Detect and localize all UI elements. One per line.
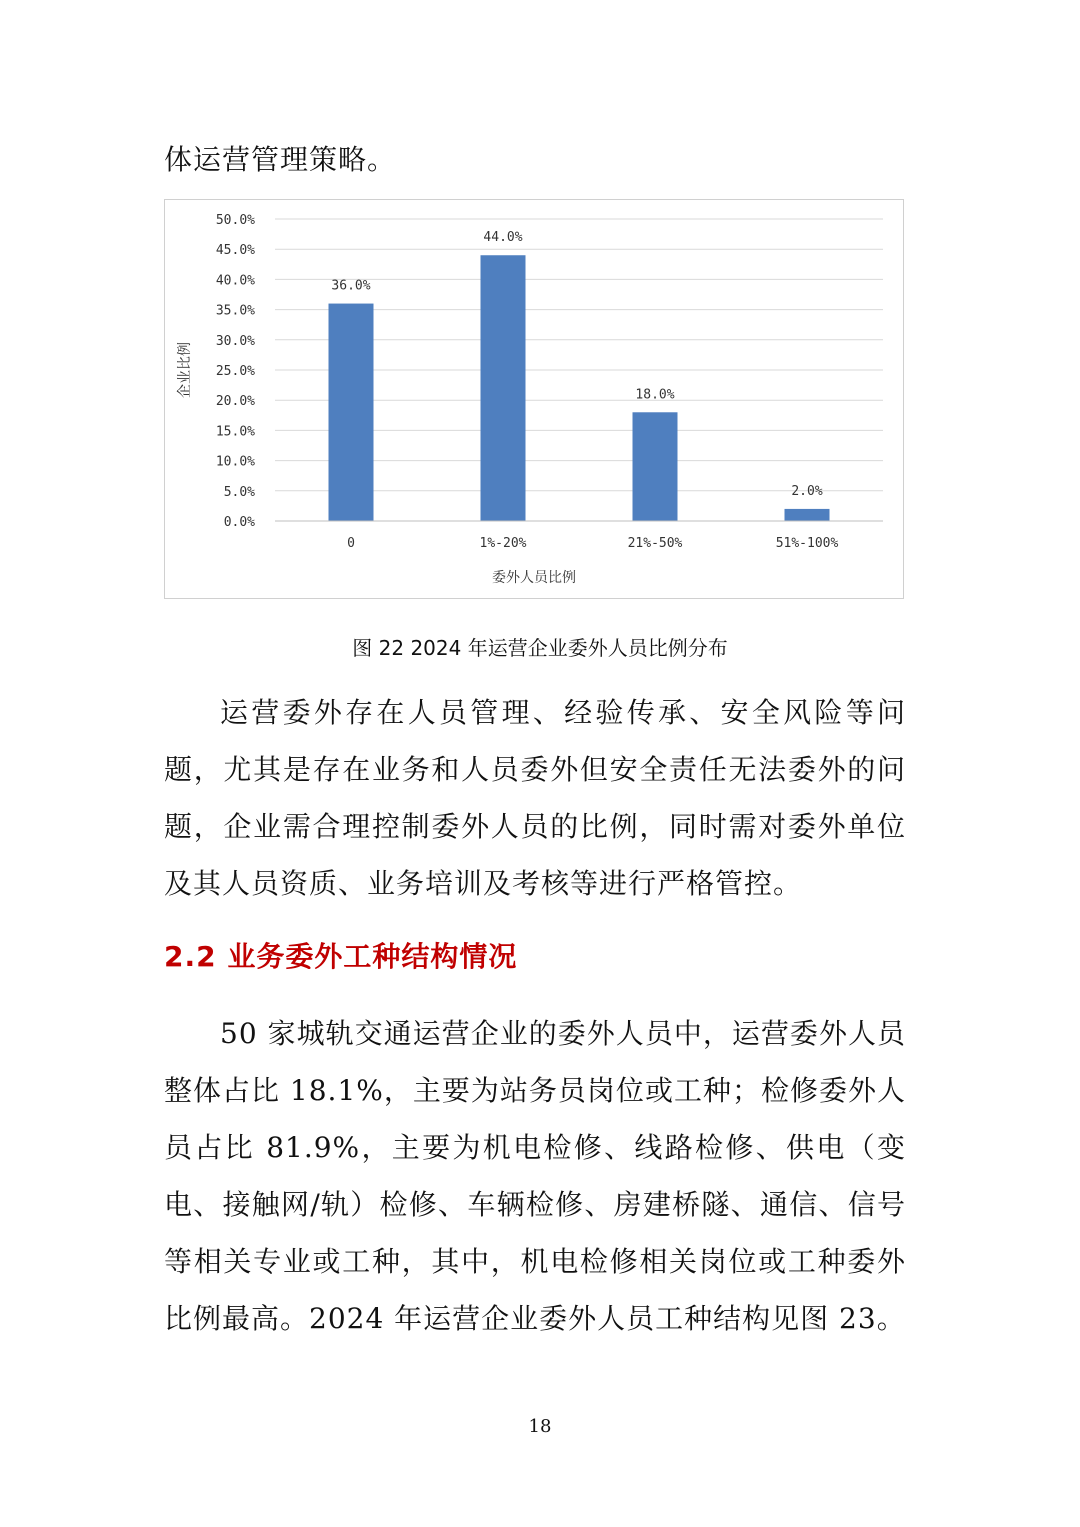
data-label: 18.0% — [635, 387, 675, 403]
bar — [329, 304, 374, 521]
x-tick-label: 1%-20% — [479, 536, 527, 551]
bar — [785, 509, 830, 521]
y-tick-label: 35.0% — [215, 303, 255, 319]
chart-svg — [165, 200, 905, 600]
intro-line: 体运营管理策略。 — [164, 143, 397, 176]
bars — [329, 255, 830, 521]
figure-caption: 图 22 2024 年运营企业委外人员比例分布 — [352, 636, 728, 660]
y-axis-ticks — [216, 213, 255, 530]
x-axis-title: 委外人员比例 — [492, 570, 576, 586]
data-label: 36.0% — [331, 278, 371, 294]
body-paragraph-1: 运营委外存在人员管理、经验传承、安全风险等问题，尤其是存在业务和人员委外但安全责任无法委外的问题，企业需合理控制委外人员的比例，同时需对委外单位及其人员资质、业务培训及考核等进行严格管控。 — [164, 696, 906, 900]
x-tick-label: 0 — [347, 536, 355, 551]
x-tick-label: 21%-50% — [627, 536, 683, 551]
y-tick-label: 30.0% — [215, 333, 255, 349]
page-number: 18 — [528, 1416, 552, 1437]
y-tick-label: 40.0% — [215, 273, 255, 289]
bar-chart — [164, 199, 904, 599]
bar — [633, 412, 678, 521]
y-tick-label: 25.0% — [215, 364, 255, 379]
data-label: 2.0% — [791, 483, 823, 499]
y-tick-label: 0.0% — [223, 515, 255, 530]
y-tick-label: 5.0% — [223, 484, 255, 500]
y-tick-label: 10.0% — [215, 454, 255, 470]
x-tick-label: 51%-100% — [775, 536, 839, 551]
y-tick-label: 50.0% — [215, 213, 255, 228]
data-labels — [331, 230, 822, 499]
body-paragraph-2: 50 家城轨交通运营企业的委外人员中，运营委外人员整体占比 18.1%，主要为站务员岗位或工种；检修委外人员占比 81.9%，主要为机电检修、线路检修、供电（变电、接触网/轨）检修、车辆检修、房建桥隧、通信、信号等相关专业或工种，其中，机电检修相关岗位或工种委外比例最高。2024 年运营企业委外人员工种结构见图 23。 — [164, 1017, 906, 1335]
data-label: 44.0% — [483, 230, 523, 246]
y-tick-label: 20.0% — [215, 394, 255, 410]
y-tick-label: 15.0% — [215, 424, 255, 440]
bar — [481, 255, 526, 521]
x-axis-ticks — [347, 536, 838, 551]
section-heading: 2.2 业务委外工种结构情况 — [164, 940, 518, 973]
y-tick-label: 45.0% — [215, 243, 255, 259]
y-axis-title: 企业比例 — [177, 342, 193, 398]
